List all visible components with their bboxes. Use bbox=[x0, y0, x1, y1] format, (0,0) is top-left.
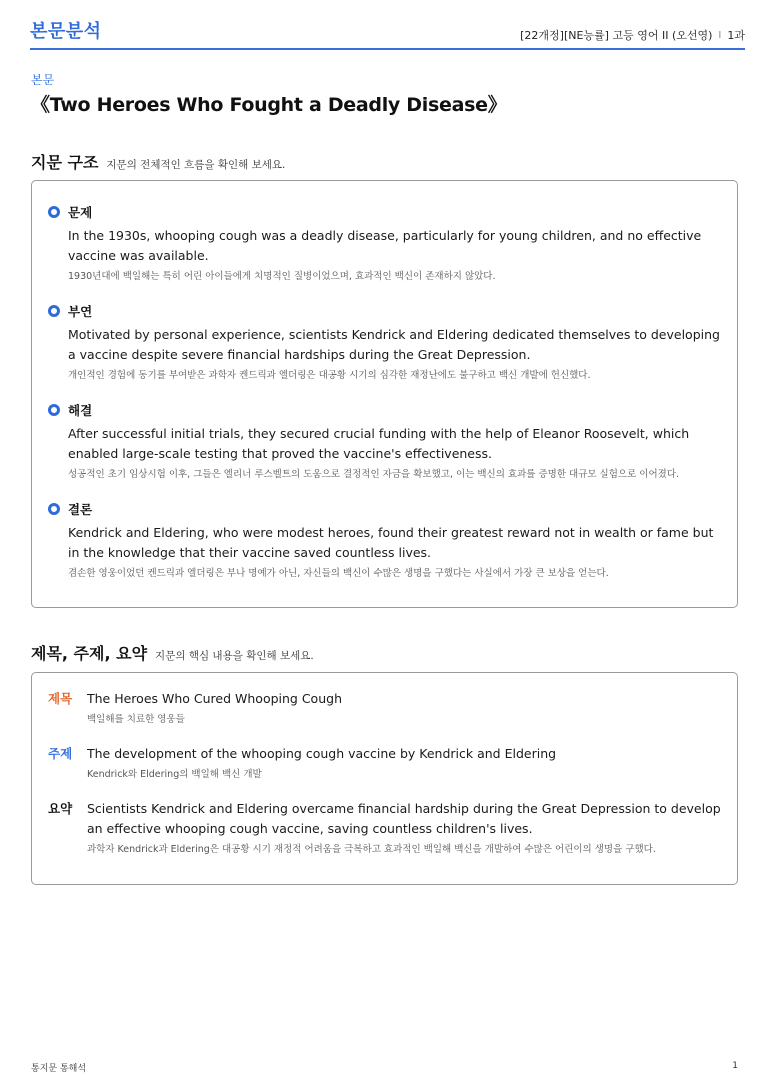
structure-item-english: After successful initial trials, they secured crucial funding with the help of Eleanor Roosevelt, which enabled large-scale testing that proved the vaccine's effectiveness. bbox=[68, 426, 690, 461]
structure-item-korean: 겸손한 영웅이었던 켄드릭과 엘더링은 부나 명예가 아닌, 자신들의 백신이 수많은 생명을 구했다는 사실에서 가장 큰 보상을 얻는다. bbox=[68, 568, 609, 579]
structure-heading bbox=[31, 150, 285, 173]
summary-label: 주제 bbox=[48, 746, 73, 761]
passage-title: 《Two Heroes Who Fought a Deadly Disease》 bbox=[31, 94, 507, 116]
book-title: [22개정][NE능률] 고등 영어 II (오선영) bbox=[520, 29, 713, 42]
structure-heading-subtitle: 지문의 전체적인 흐름을 확인해 보세요. bbox=[106, 159, 286, 171]
structure-item-problem bbox=[48, 201, 723, 284]
structure-item-korean: 1930년대에 백일해는 특히 어린 아이들에게 치명적인 질병이었으며, 효과적인 백신이 존재하지 않았다. bbox=[68, 271, 496, 282]
summary-korean: 과학자 Kendrick과 Eldering은 대공황 시기 재정적 어려움을 극복하고 효과적인 백일해 백신을 개발하여 수많은 어린이의 생명을 구했다. bbox=[87, 844, 656, 855]
structure-box bbox=[31, 180, 738, 608]
structure-item-label: 문제 bbox=[68, 205, 93, 220]
structure-item-korean: 개인적인 경험에 동기를 부여받은 과학자 켄드릭과 엘더링은 대공황 시기의 심각한 재정난에도 불구하고 백신 개발에 헌신했다. bbox=[68, 370, 591, 381]
summary-row-summary bbox=[48, 799, 723, 857]
structure-item-elaboration bbox=[48, 300, 723, 383]
structure-item-english: Motivated by personal experience, scientists Kendrick and Eldering dedicated themselves to developing a vaccine despite severe financial hardships during the Great Depression. bbox=[68, 327, 720, 362]
lesson-number: 1과 bbox=[727, 29, 745, 42]
summary-korean: Kendrick와 Eldering의 백일해 백신 개발 bbox=[87, 769, 262, 780]
header-info bbox=[520, 27, 745, 43]
summary-row-topic bbox=[48, 744, 723, 782]
summary-label: 요약 bbox=[48, 801, 73, 816]
page-number: 1 bbox=[732, 1061, 738, 1071]
structure-item-solution bbox=[48, 399, 723, 482]
structure-item-conclusion bbox=[48, 498, 723, 581]
passage-label: 본문 bbox=[31, 73, 55, 87]
bullet-circle-icon bbox=[48, 503, 60, 515]
header-title: 본문분석 bbox=[30, 21, 102, 42]
structure-item-english: Kendrick and Eldering, who were modest heroes, found their greatest reward not in wealth or fame but in the knowledge that their vaccine saved countless lives. bbox=[68, 525, 714, 560]
summary-english: The Heroes Who Cured Whooping Cough bbox=[87, 691, 342, 706]
structure-item-korean: 성공적인 초기 임상시험 이후, 그들은 엘리너 루스벨트의 도움으로 결정적인 자금을 확보했고, 이는 백신의 효과를 증명한 대규모 실험으로 이어졌다. bbox=[68, 469, 680, 480]
footer-label: 통지문 통해석 bbox=[31, 1064, 87, 1074]
structure-item-label: 결론 bbox=[68, 502, 93, 517]
bullet-circle-icon bbox=[48, 404, 60, 416]
summary-box bbox=[31, 672, 738, 885]
summary-heading bbox=[31, 641, 314, 664]
summary-korean: 백일해를 치료한 영웅들 bbox=[87, 714, 185, 725]
summary-english: The development of the whooping cough vaccine by Kendrick and Eldering bbox=[87, 746, 557, 761]
structure-item-english: In the 1930s, whooping cough was a deadly disease, particularly for young children, and no effective vaccine was available. bbox=[68, 228, 702, 263]
summary-label: 제목 bbox=[48, 691, 73, 706]
page-header bbox=[30, 20, 745, 50]
summary-heading-title: 제목, 주제, 요약 bbox=[31, 644, 148, 663]
summary-row-title bbox=[48, 689, 723, 727]
structure-item-label: 부연 bbox=[68, 304, 93, 319]
summary-english: Scientists Kendrick and Eldering overcame financial hardship during the Great Depression to develop an effective whooping cough vaccine, saving countless children's lives. bbox=[87, 801, 721, 836]
structure-heading-title: 지문 구조 bbox=[31, 153, 99, 172]
bullet-circle-icon bbox=[48, 305, 60, 317]
summary-heading-subtitle: 지문의 핵심 내용을 확인해 보세요. bbox=[155, 650, 314, 662]
structure-item-label: 해결 bbox=[68, 403, 93, 418]
bullet-circle-icon bbox=[48, 206, 60, 218]
header-separator: I bbox=[718, 29, 722, 41]
